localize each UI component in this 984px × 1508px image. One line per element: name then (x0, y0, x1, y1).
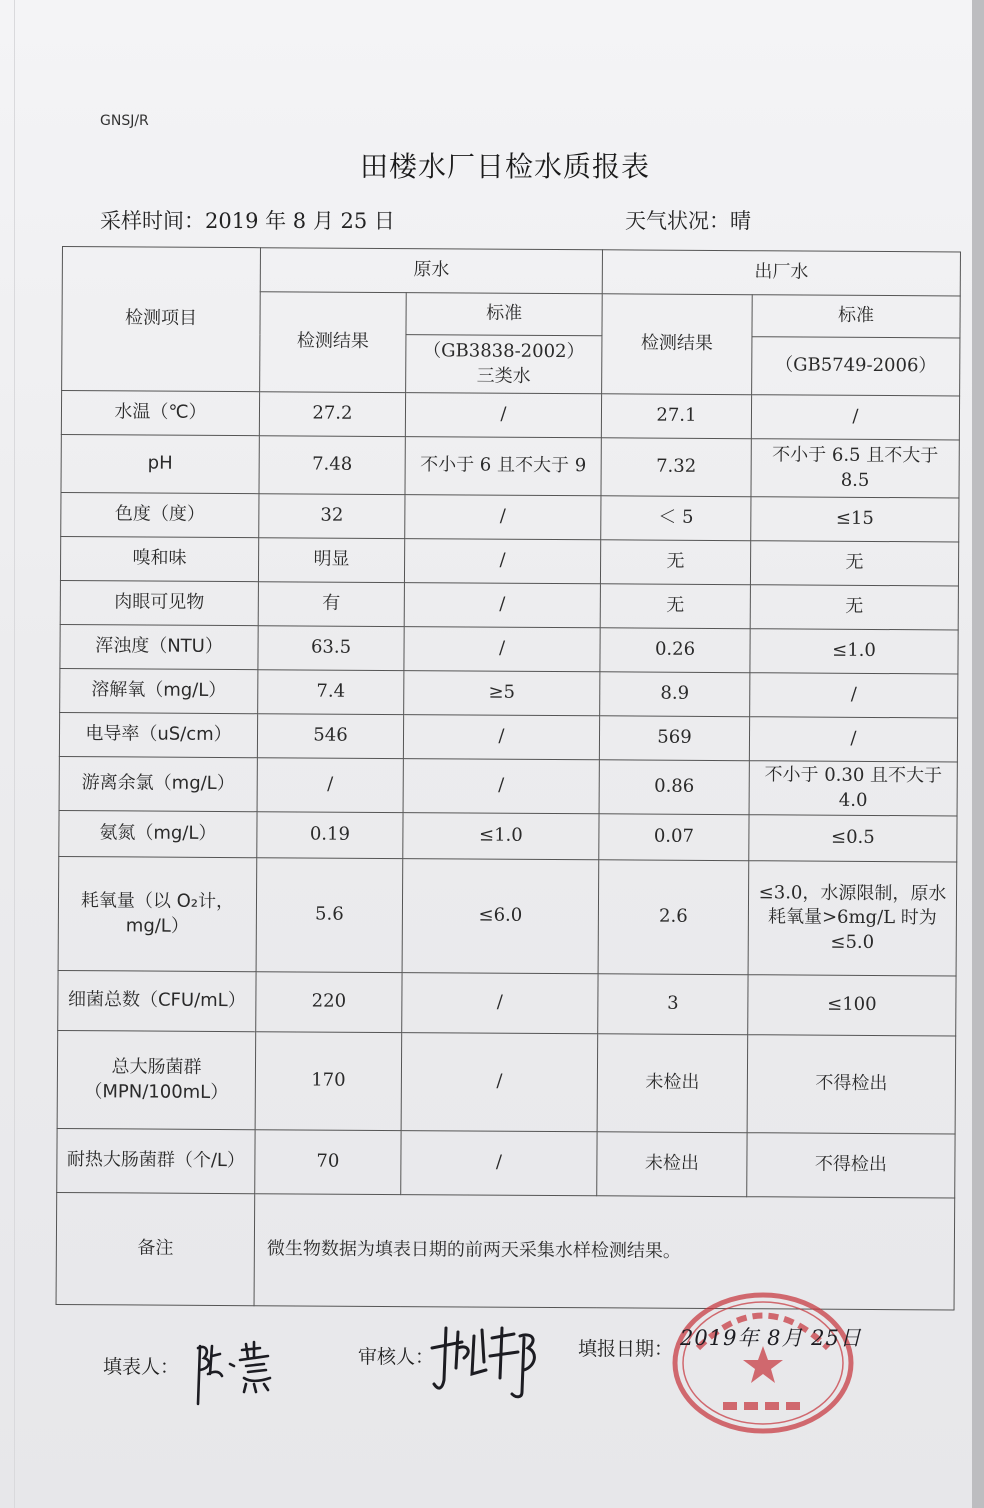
header-item: 检测项目 (62, 247, 261, 392)
raw-result-cell: 546 (257, 714, 403, 759)
header-plant-water: 出厂水 (602, 250, 960, 296)
raw-result-cell: 7.4 (258, 670, 404, 715)
raw-result-cell: 5.6 (256, 858, 403, 973)
report-date-label: 填报日期： (578, 1338, 674, 1360)
raw-standard-cell: ≤1.0 (403, 813, 599, 860)
header-raw-result: 检测结果 (260, 292, 407, 393)
remark-text: 微生物数据为填表日期的前两天采集水样检测结果。 (254, 1194, 955, 1310)
filler-field (103, 1352, 179, 1379)
header-plant-standard-code: （GB5749-2006） (752, 337, 960, 396)
plant-standard-cell: 不小于 6.5 且不大于 8.5 (751, 439, 959, 498)
row-item: 溶解氧（mg/L） (60, 668, 258, 713)
raw-standard-code: （GB3838-2002） (423, 340, 585, 363)
header-raw-standard-code (406, 335, 602, 394)
row-item: 浑浊度（NTU） (60, 624, 258, 669)
table-row (59, 712, 957, 761)
row-item: 嗅和味 (60, 536, 258, 581)
table-body (57, 391, 960, 1198)
table-row (61, 391, 959, 440)
header-raw-standard: 标准 (406, 293, 602, 336)
raw-standard-cell: / (404, 627, 600, 672)
plant-standard-cell: 无 (750, 541, 958, 586)
plant-standard-cell: ≤100 (748, 975, 956, 1036)
raw-result-cell: 220 (256, 972, 402, 1033)
reviewer-label: 审核人： (358, 1346, 435, 1368)
raw-standard-cell: / (404, 583, 600, 628)
row-item: pH (61, 434, 259, 493)
raw-standard-cell: / (401, 1033, 598, 1132)
table-row (60, 536, 958, 585)
row-item: 水温（℃） (61, 391, 259, 436)
sample-time-value: 2019 年 8 月 25 日 (205, 209, 395, 233)
table-row (61, 492, 959, 541)
plant-standard-cell: 不小于 0.30 且不大于 4.0 (749, 761, 957, 816)
table-row (57, 1030, 956, 1133)
weather-value: 晴 (730, 209, 751, 233)
document-code: GNSJ/R (100, 113, 149, 129)
plant-result-cell: 未检出 (597, 1132, 747, 1197)
page-binding-edge (972, 0, 984, 1508)
plant-standard-cell: ≤3.0，水源限制，原水耗氧量>6mg/L 时为≤5.0 (748, 861, 957, 976)
table-row (59, 756, 957, 815)
raw-standard-class: 三类水 (476, 365, 531, 387)
raw-result-cell: 32 (259, 494, 405, 539)
plant-result-cell: ＜ 5 (601, 496, 751, 541)
plant-result-cell: 0.26 (600, 628, 750, 673)
raw-result-cell: 明显 (258, 538, 404, 583)
raw-result-cell: 0.19 (257, 812, 403, 859)
weather (625, 205, 751, 235)
sample-time-label: 采样时间： (100, 209, 205, 233)
raw-standard-cell: ≤6.0 (402, 859, 599, 974)
raw-standard-cell: / (405, 495, 601, 540)
raw-result-cell: 27.2 (259, 392, 405, 437)
plant-standard-cell: / (751, 395, 959, 440)
report-table-wrapper (56, 246, 960, 1310)
plant-result-cell: 27.1 (601, 394, 751, 439)
weather-label: 天气状况： (625, 209, 730, 233)
plant-result-cell: 无 (600, 540, 750, 585)
plant-result-cell: 8.9 (600, 672, 750, 717)
report-title: 田楼水厂日检水质报表 (359, 150, 650, 183)
header-plant-standard: 标准 (752, 295, 960, 338)
row-item: 耐热大肠菌群（个/L） (57, 1128, 255, 1193)
row-item: 肉眼可见物 (60, 580, 258, 625)
filler-signature (190, 1326, 285, 1406)
plant-result-cell: 0.86 (599, 760, 749, 815)
plant-standard-cell: ≤1.0 (750, 629, 958, 674)
plant-result-cell: 3 (598, 974, 748, 1035)
row-item: 总大肠菌群（MPN/100mL） (57, 1030, 256, 1129)
row-item: 电导率（uS/cm） (59, 712, 257, 757)
raw-result-cell: 有 (258, 582, 404, 627)
plant-standard-cell: 无 (750, 585, 958, 630)
paper-edge (14, 0, 15, 1508)
table-row (60, 580, 958, 629)
filler-label: 填表人： (103, 1356, 180, 1378)
plant-standard-cell: ≤15 (751, 497, 959, 542)
raw-result-cell: 7.48 (259, 436, 405, 495)
plant-standard-cell: / (750, 673, 958, 718)
report-date-field (578, 1334, 673, 1361)
raw-standard-cell: / (402, 973, 598, 1034)
plant-result-cell: 2.6 (598, 860, 749, 975)
reviewer-signature (428, 1318, 543, 1403)
remark-label: 备注 (56, 1192, 255, 1305)
table-row (60, 624, 958, 673)
table-row (58, 856, 957, 975)
plant-standard-cell: ≤0.5 (749, 815, 957, 862)
plant-result-cell: 7.32 (601, 438, 751, 497)
raw-result-cell: 170 (255, 1032, 402, 1131)
sample-time (100, 205, 395, 235)
reviewer-field (358, 1342, 434, 1369)
plant-standard-cell: / (749, 717, 957, 762)
plant-standard-cell: 不得检出 (747, 1035, 956, 1134)
row-item: 细菌总数（CFU/mL） (58, 970, 256, 1031)
raw-result-cell: / (257, 758, 403, 813)
table-row (58, 970, 956, 1035)
row-item: 耗氧量（以 O₂计，mg/L） (58, 856, 257, 971)
header-plant-result: 检测结果 (602, 294, 753, 395)
raw-standard-cell: / (405, 393, 601, 438)
raw-standard-cell: / (401, 1131, 597, 1196)
raw-standard-cell: / (404, 539, 600, 584)
raw-standard-cell: 不小于 6 且不大于 9 (405, 437, 601, 496)
table-row (57, 1128, 955, 1197)
plant-result-cell: 未检出 (597, 1034, 748, 1133)
report-date-value: 2019年 8月 25日 (680, 1326, 862, 1350)
table-row (60, 668, 958, 717)
plant-result-cell: 0.07 (599, 814, 749, 861)
plant-standard-cell: 不得检出 (747, 1133, 955, 1198)
table-row (61, 434, 959, 497)
raw-standard-cell: ≥5 (404, 671, 600, 716)
plant-result-cell: 无 (600, 584, 750, 629)
official-stamp-icon (668, 1288, 858, 1438)
raw-result-cell: 63.5 (258, 626, 404, 671)
row-item: 氨氮（mg/L） (59, 810, 257, 857)
raw-standard-cell: / (403, 759, 599, 814)
plant-result-cell: 569 (599, 716, 749, 761)
raw-result-cell: 70 (255, 1130, 401, 1195)
row-item: 游离余氯（mg/L） (59, 756, 257, 811)
water-quality-table (56, 246, 961, 1310)
row-item: 色度（度） (61, 492, 259, 537)
header-raw-water: 原水 (260, 248, 602, 294)
table-row (59, 810, 957, 861)
raw-standard-cell: / (403, 715, 599, 760)
